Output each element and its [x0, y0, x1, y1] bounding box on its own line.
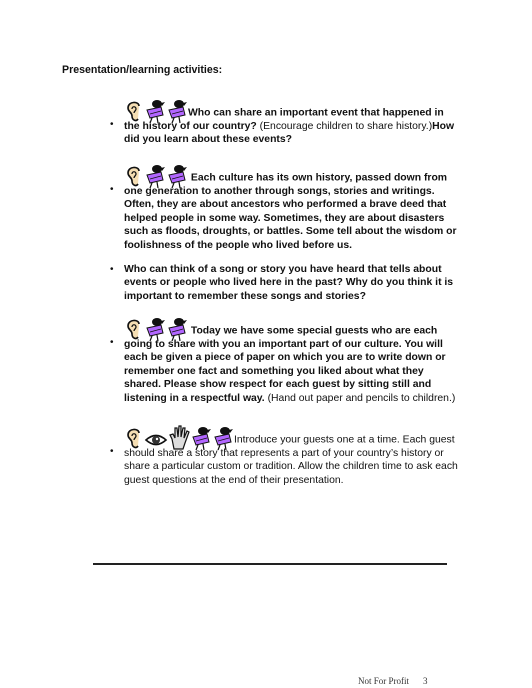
activity-text: Who can share an important event that happened in the history of our country?	[124, 107, 444, 132]
icon-group	[124, 163, 188, 185]
activity-item	[110, 425, 460, 487]
activity-item	[110, 263, 460, 303]
footer-text: Not For Profit	[358, 676, 410, 686]
divider-line	[93, 563, 447, 565]
activity-text: (Hand out paper and pencils to children.)	[264, 392, 456, 404]
page-number: 3	[423, 676, 428, 686]
page-footer	[358, 676, 428, 686]
activity-text: Each culture has its own history, passed down from one generation to another through songs, stories and writings. Often, they are about ancestors who performed a brave deed that helped people in some way. Sometimes, they are about disasters such as floods, droughts, or battles. Some tell about the wisdom or foolishness of the people who lived before us.	[124, 172, 457, 251]
activity-text: Today we have some special guests who are each going to share with you an important part of our culture. You will each be given a piece of paper on which you are to write down or remember one fact and something you liked about what they shared. Please show respect for each guest by sitting still and listening in a respectful way.	[124, 325, 446, 404]
bullet-marker: •	[110, 264, 114, 275]
activity-text: (Encourage children to share history.)	[256, 121, 433, 132]
bullet-marker: •	[110, 337, 114, 348]
bullet-marker: •	[110, 446, 114, 457]
icon-group	[124, 316, 188, 338]
section-heading: Presentation/learning activities:	[62, 64, 223, 76]
icon-group	[124, 98, 188, 120]
icon-group	[124, 425, 234, 447]
activity-text: How did you learn about these events?	[124, 121, 455, 146]
activity-item	[110, 316, 460, 405]
activity-text: Introduce your guests one at a time. Each guest should share a story that represents a part of your country’s history or share a particular custom or tradition. Allow the children time to ask each guest questions at the end of their presentation.	[124, 434, 458, 486]
activity-item	[110, 98, 460, 147]
activity-text: Who can think of a song or story you have heard that tells about events or people who lived here in the past? Why do you think it is important to remember these songs and stories?	[124, 264, 454, 302]
activity-item	[110, 163, 460, 252]
bullet-marker: •	[110, 184, 114, 195]
bullet-marker: •	[110, 119, 114, 130]
